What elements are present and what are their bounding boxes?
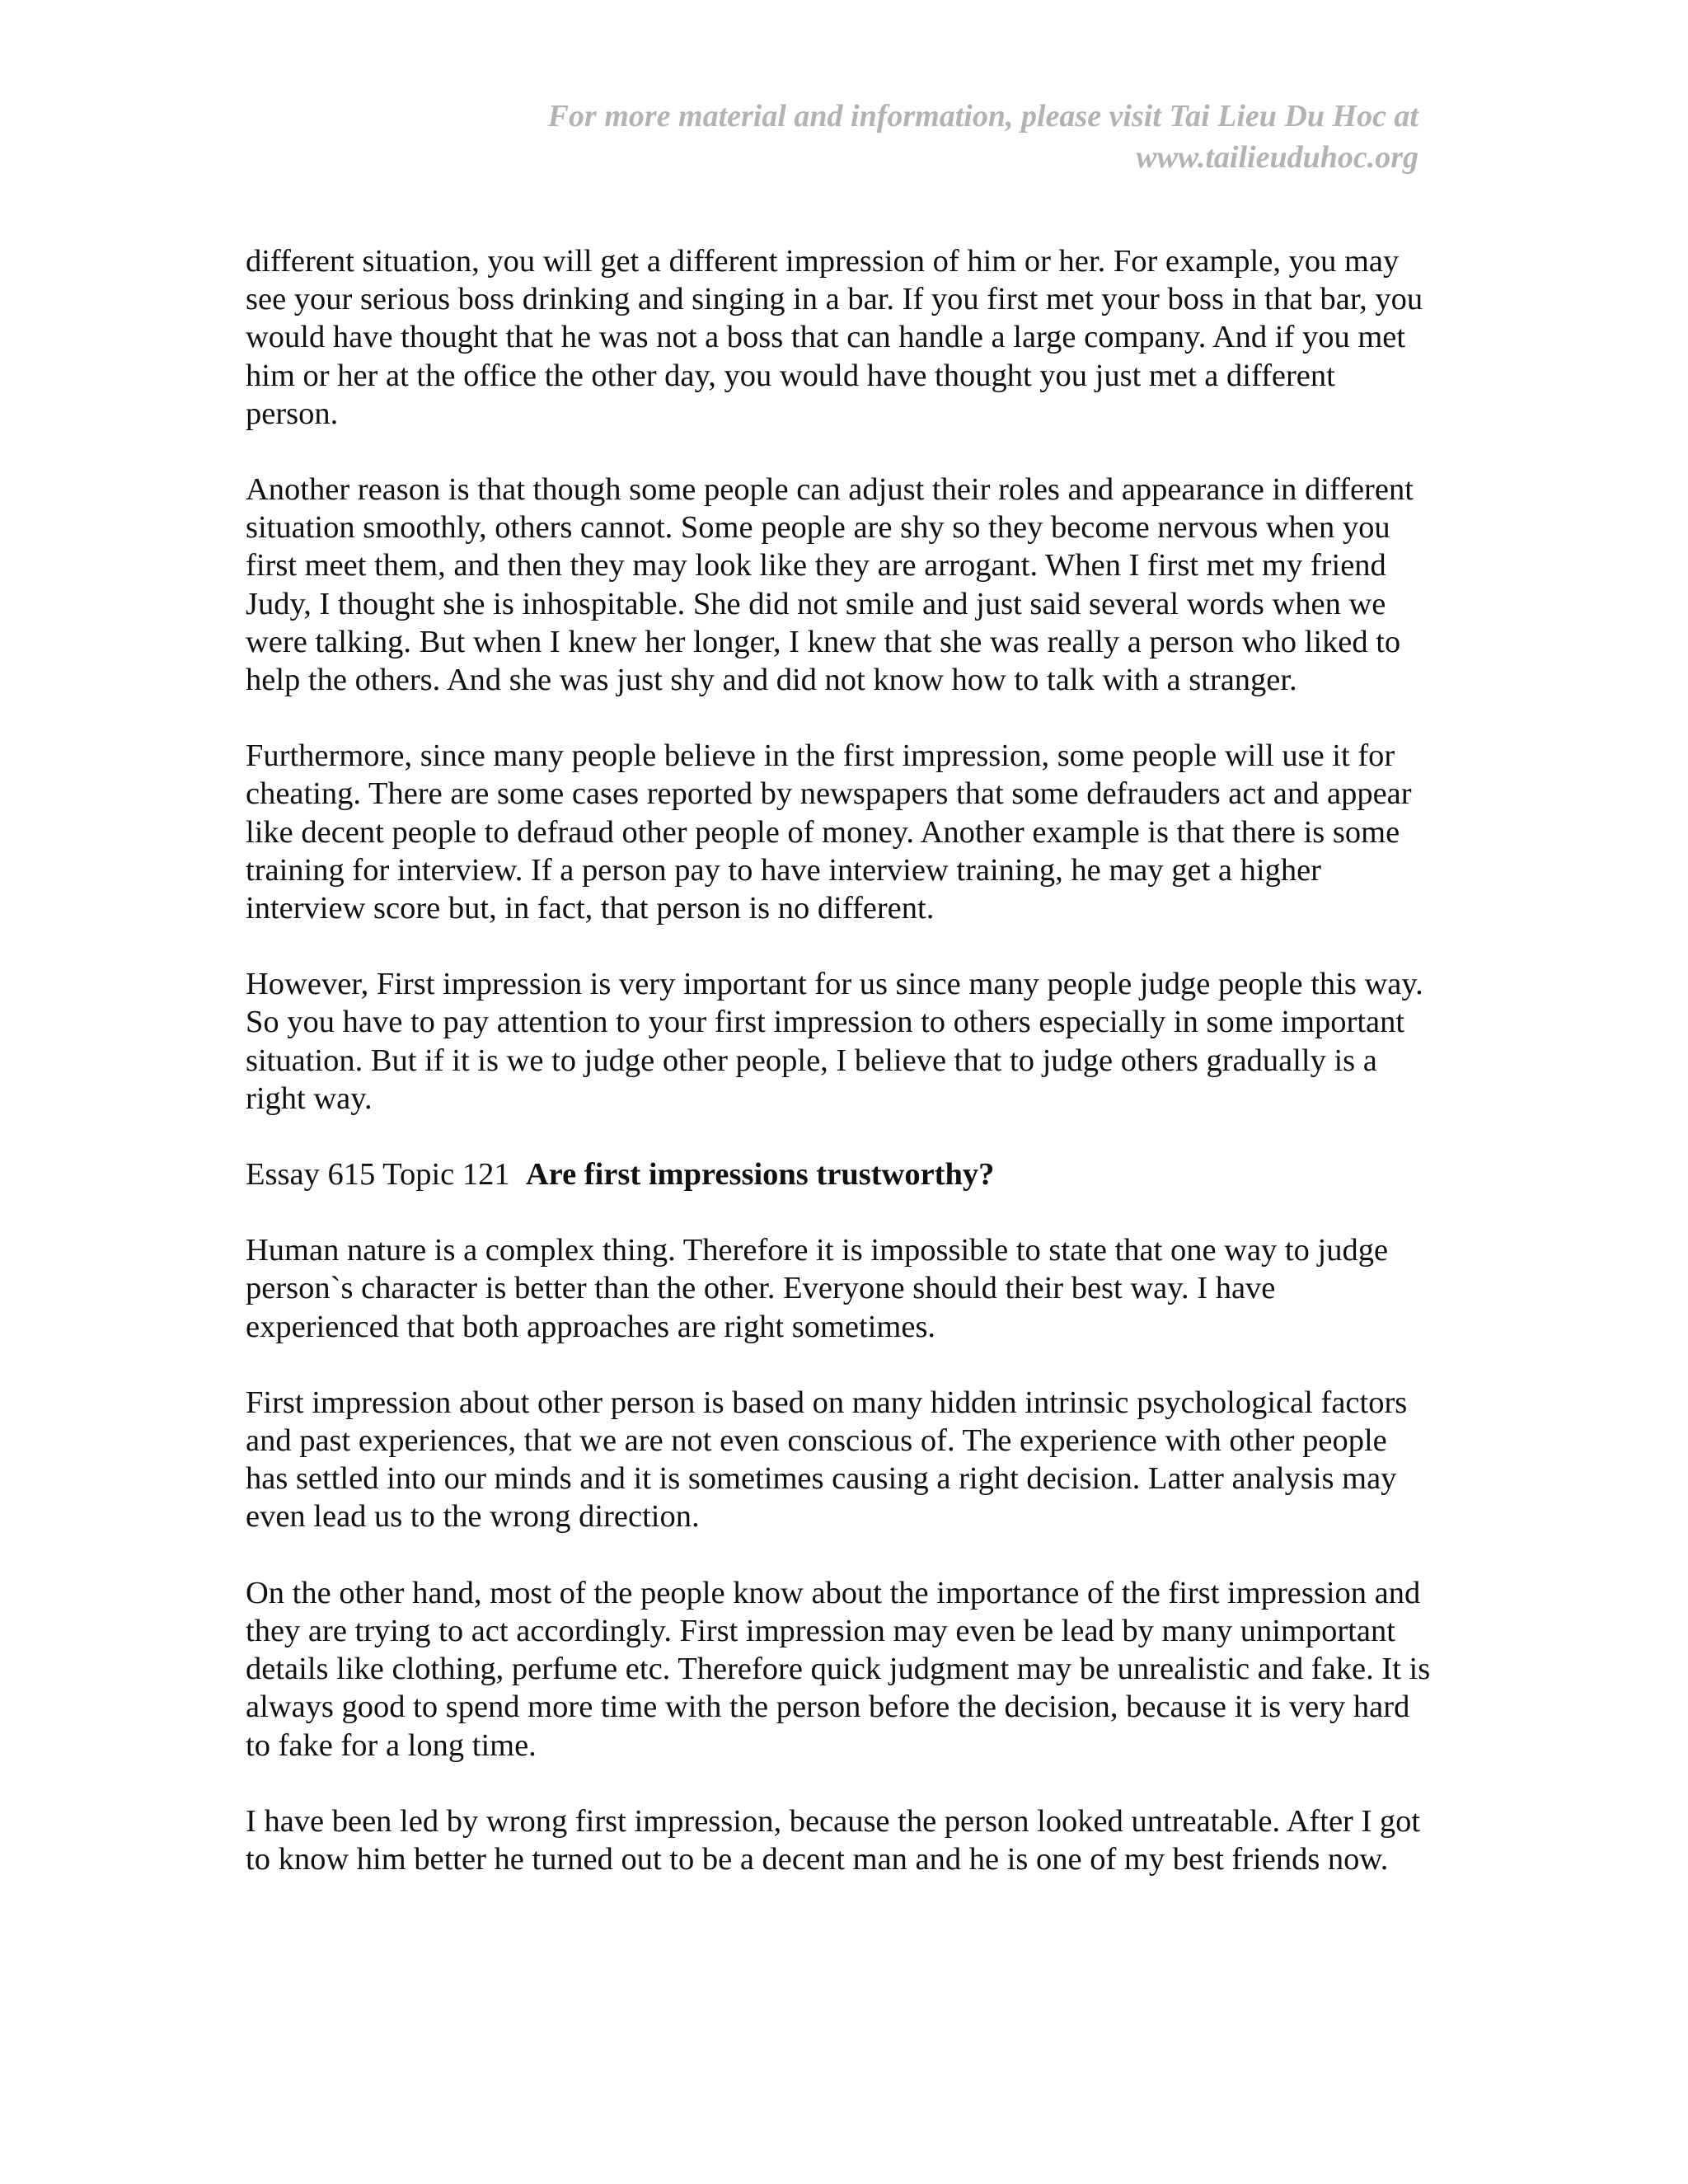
header-line-2: www.tailieuduhoc.org bbox=[1136, 140, 1418, 175]
paragraph: However, First impression is very important for us since many people judge people this way. So you have to pay attention to your first impression to others especially in some important situation. But if it is we to judge other people, I believe that to judge others gradually is a right way. bbox=[246, 967, 1423, 1116]
paragraph: Furthermore, since many people believe in the first impression, some people will use it for cheating. There are some cases reported by newspapers that some defrauders act and appear like decent people to defraud other people of money. Another example is that there is some training for interview. If a person pay to have interview training, he may get a higher interview score but, in fact, that person is no different. bbox=[246, 738, 1412, 926]
essay-title: Are first impressions trustworthy? bbox=[525, 1157, 995, 1193]
page-header bbox=[347, 96, 1418, 178]
paragraph: different situation, you will get a different impression of him or her. For example, you may see your serious boss drinking and singing in a bar. If you first met your boss in that bar, you would have thought that he was not a boss that can handle a large company. And if you met him or her at the office the other day, you would have thought you just met a different person. bbox=[246, 244, 1423, 431]
paragraph: Human nature is a complex thing. Therefore it is impossible to state that one way to judge person`s character is better than the other. Everyone should their best way. I have experienced that both approaches are right sometimes. bbox=[246, 1233, 1389, 1344]
paragraph: Another reason is that though some people can adjust their roles and appearance in different situation smoothly, others cannot. Some people are shy so they become nervous when you first meet them, and then they may look like they are arrogant. When I first met my friend Judy, I thought she is inhospitable. She did not smile and just said several words when we were talking. But when I knew her longer, I knew that she was really a person who liked to help the others. And she was just shy and did not know how to talk with a stranger. bbox=[246, 472, 1414, 698]
essay-heading bbox=[246, 1155, 1432, 1193]
essay-label: Essay 615 Topic 121 bbox=[246, 1157, 510, 1193]
paragraph: I have been led by wrong first impression, because the person looked untreatable. After I got to know him better he turned out to be a decent man and he is one of my best friends now. bbox=[246, 1803, 1421, 1877]
header-line-1: For more material and information, please visit Tai Lieu Du Hoc at bbox=[547, 99, 1418, 134]
document-body bbox=[246, 242, 1432, 1916]
paragraph: First impression about other person is based on many hidden intrinsic psychological factors and past experiences, that we are not even conscious of. The experience with other people has settled into our minds and it is sometimes causing a right decision. Latter analysis may even lead us to the wrong direction. bbox=[246, 1385, 1408, 1535]
paragraph: On the other hand, most of the people know about the importance of the first impression and they are trying to act accordingly. First impression may even be lead by many unimportant details like clothing, perfume etc. Therefore quick judgment may be unrealistic and fake. It is always good to spend more time with the person before the decision, because it is very hard to fake for a long time. bbox=[246, 1575, 1431, 1763]
